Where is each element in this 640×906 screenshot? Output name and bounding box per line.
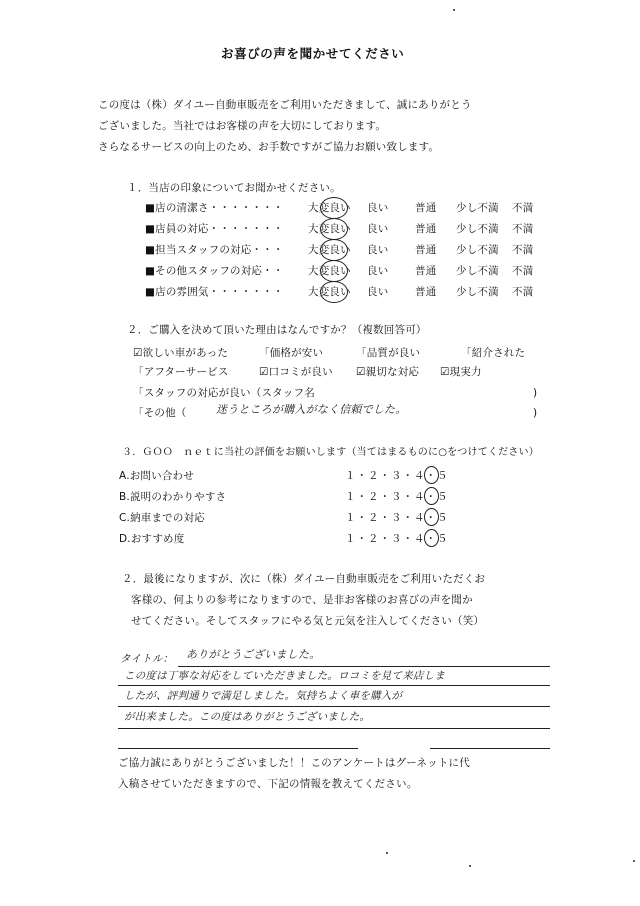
q2-checkbox-option[interactable]: ☑口コミが良い: [259, 366, 333, 378]
q2-checkbox-option[interactable]: 「価格が安い: [259, 347, 324, 359]
q4-title-label: タイトル：: [120, 653, 174, 665]
q2-other-answer: 迷うところが購入がなく信頼でした。: [216, 403, 407, 416]
q2-checkbox-option[interactable]: ☑現実力: [440, 366, 482, 378]
q1-scale-option[interactable]: 大変良い: [308, 265, 351, 277]
q1-heading: １．当店の印象についてお聞かせください。: [127, 182, 341, 194]
answer-line: [430, 748, 550, 749]
scan-speck: [633, 860, 635, 862]
q1-scale-option[interactable]: 少し不満: [456, 244, 499, 256]
q1-scale-option[interactable]: 少し不満: [456, 286, 499, 298]
q3-item: B.説明のわかりやすさ: [119, 491, 227, 503]
q1-scale-option[interactable]: 良い: [367, 265, 389, 277]
selection-circle: [320, 260, 348, 282]
q1-item: ■店員の対応・・・・・・・: [145, 223, 284, 235]
q1-item: ■担当スタッフの対応・・・: [145, 244, 284, 256]
selection-circle: [320, 197, 348, 219]
q3-rating-scale[interactable]: １・２・３・４・５: [345, 491, 449, 503]
q2-option-label: 親切な対応: [365, 366, 420, 378]
q2-checkbox-option[interactable]: 「品質が良い: [356, 347, 421, 359]
answer-line: [118, 685, 550, 686]
answer-line: [118, 748, 358, 749]
q1-scale-option[interactable]: 不満: [512, 244, 534, 256]
q2-option-label: アフターサービス: [143, 366, 229, 378]
selection-circle: [320, 281, 348, 303]
q3-item: A.お問い合わせ: [119, 470, 194, 482]
q3-rating-scale[interactable]: １・２・３・４・５: [345, 512, 449, 524]
q2-checkbox-option[interactable]: 「アフターサービス: [133, 366, 229, 378]
q1-scale-option[interactable]: 普通: [415, 286, 437, 298]
q1-scale-option[interactable]: 少し不満: [456, 223, 499, 235]
q2-option-label: 現実力: [449, 366, 482, 378]
scan-speck: [469, 865, 471, 867]
q2-heading: ２．ご購入を決めて頂いた理由はなんですか？（複数回答可）: [127, 324, 427, 336]
q1-scale-option[interactable]: 不満: [512, 265, 534, 277]
selection-circle: [424, 529, 439, 547]
page-title: お喜びの声を聞かせてください: [221, 46, 405, 61]
q4-intro-line: せてください。そしてスタッフにやる気と元気を注入してください（笑）: [131, 615, 485, 627]
answer-line: [178, 666, 550, 667]
footer-line: ご協力誠にありがとうございました！！このアンケートはグーネットに代: [118, 757, 470, 769]
q1-scale-option[interactable]: 良い: [367, 223, 389, 235]
q2-option-label: 価格が安い: [269, 347, 324, 359]
footer-line: 入稿させていただきますので、下記の情報を教えてください。: [118, 778, 418, 790]
q1-scale-option[interactable]: 良い: [367, 286, 389, 298]
q1-item: ■店の清潔さ・・・・・・・: [145, 202, 284, 214]
q4-answer-line: したが、評判通りで満足しました。気持ちよく車を購入が: [124, 690, 403, 702]
scan-speck: [386, 852, 388, 854]
q3-rating-scale[interactable]: １・２・３・４・５: [345, 533, 449, 545]
q4-answer-line: この度は丁寧な対応をしていただきました。ロコミを見て来店しま: [124, 670, 445, 682]
q1-scale-option[interactable]: 大変良い: [308, 223, 351, 235]
q1-scale-option[interactable]: 不満: [512, 286, 534, 298]
q2-option-label: 紹介された: [471, 347, 526, 359]
q2-checkbox-option[interactable]: 「紹介された: [461, 347, 526, 359]
q1-scale-option[interactable]: 少し不満: [456, 202, 499, 214]
q1-scale-option[interactable]: 不満: [512, 202, 534, 214]
q1-scale-option[interactable]: 大変良い: [308, 244, 351, 256]
answer-line: [118, 706, 550, 707]
intro-line: ございました。当社ではお客様の声を大切にしております。: [98, 120, 387, 132]
q4-answer-line: が出来ました。この度はありがとうございました。: [124, 711, 371, 723]
q1-item: ■その他スタッフの対応・・: [145, 265, 284, 277]
q1-scale-option[interactable]: 大変良い: [308, 286, 351, 298]
selection-circle: [424, 487, 439, 505]
q2-close-paren: ): [533, 407, 538, 419]
q3-item: D.おすすめ度: [119, 533, 185, 545]
q2-checkbox-option[interactable]: ☑親切な対応: [356, 366, 420, 378]
selection-circle: [424, 466, 439, 484]
q2-option-label: 口コミが良い: [268, 366, 333, 378]
answer-line: [118, 728, 550, 729]
q1-scale-option[interactable]: 良い: [367, 202, 389, 214]
q3-item: C.納車までの対応: [119, 512, 205, 524]
scan-speck: [453, 9, 455, 11]
selection-circle: [320, 239, 348, 261]
intro-line: この度は（株）ダイユー自動車販売をご利用いただきまして、誠にありがとう: [98, 99, 472, 111]
intro-line: さらなるサービスの向上のため、お手数ですがご協力お願い致します。: [98, 141, 440, 153]
q3-heading: ３．ＧＯＯ ｎｅｔに当社の評価をお願いします（当てはまるものに○をつけてください）: [122, 447, 539, 458]
q1-scale-option[interactable]: 普通: [415, 223, 437, 235]
q1-item: ■店の雰囲気・・・・・・・: [145, 286, 284, 298]
q1-scale-option[interactable]: 少し不満: [456, 265, 499, 277]
q2-staff-option[interactable]: 「スタッフの対応が良い（スタッフ名: [133, 387, 315, 399]
q4-title-answer: ありがとうございました。: [186, 648, 321, 661]
q2-close-paren: ): [533, 387, 538, 399]
q1-scale-option[interactable]: 大変良い: [308, 202, 351, 214]
q1-scale-option[interactable]: 普通: [415, 202, 437, 214]
q2-option-label: 欲しい車があった: [142, 347, 229, 359]
q4-intro-line: ２．最後になりますが、次に（株）ダイユー自動車販売をご利用いただくお: [122, 573, 486, 585]
q2-checkbox-option[interactable]: ☑欲しい車があった: [133, 347, 229, 359]
q3-rating-scale[interactable]: １・２・３・４・５: [345, 470, 449, 482]
q1-scale-option[interactable]: 普通: [415, 244, 437, 256]
selection-circle: [424, 508, 439, 526]
q1-scale-option[interactable]: 普通: [415, 265, 437, 277]
q2-other-option[interactable]: 「その他（: [133, 407, 187, 419]
q1-scale-option[interactable]: 不満: [512, 223, 534, 235]
q1-scale-option[interactable]: 良い: [367, 244, 389, 256]
q4-intro-line: 客様の、何よりの参考になりますので、是非お客様のお喜びの声を聞か: [131, 594, 473, 606]
q2-option-label: 品質が良い: [366, 347, 421, 359]
selection-circle: [320, 218, 348, 240]
